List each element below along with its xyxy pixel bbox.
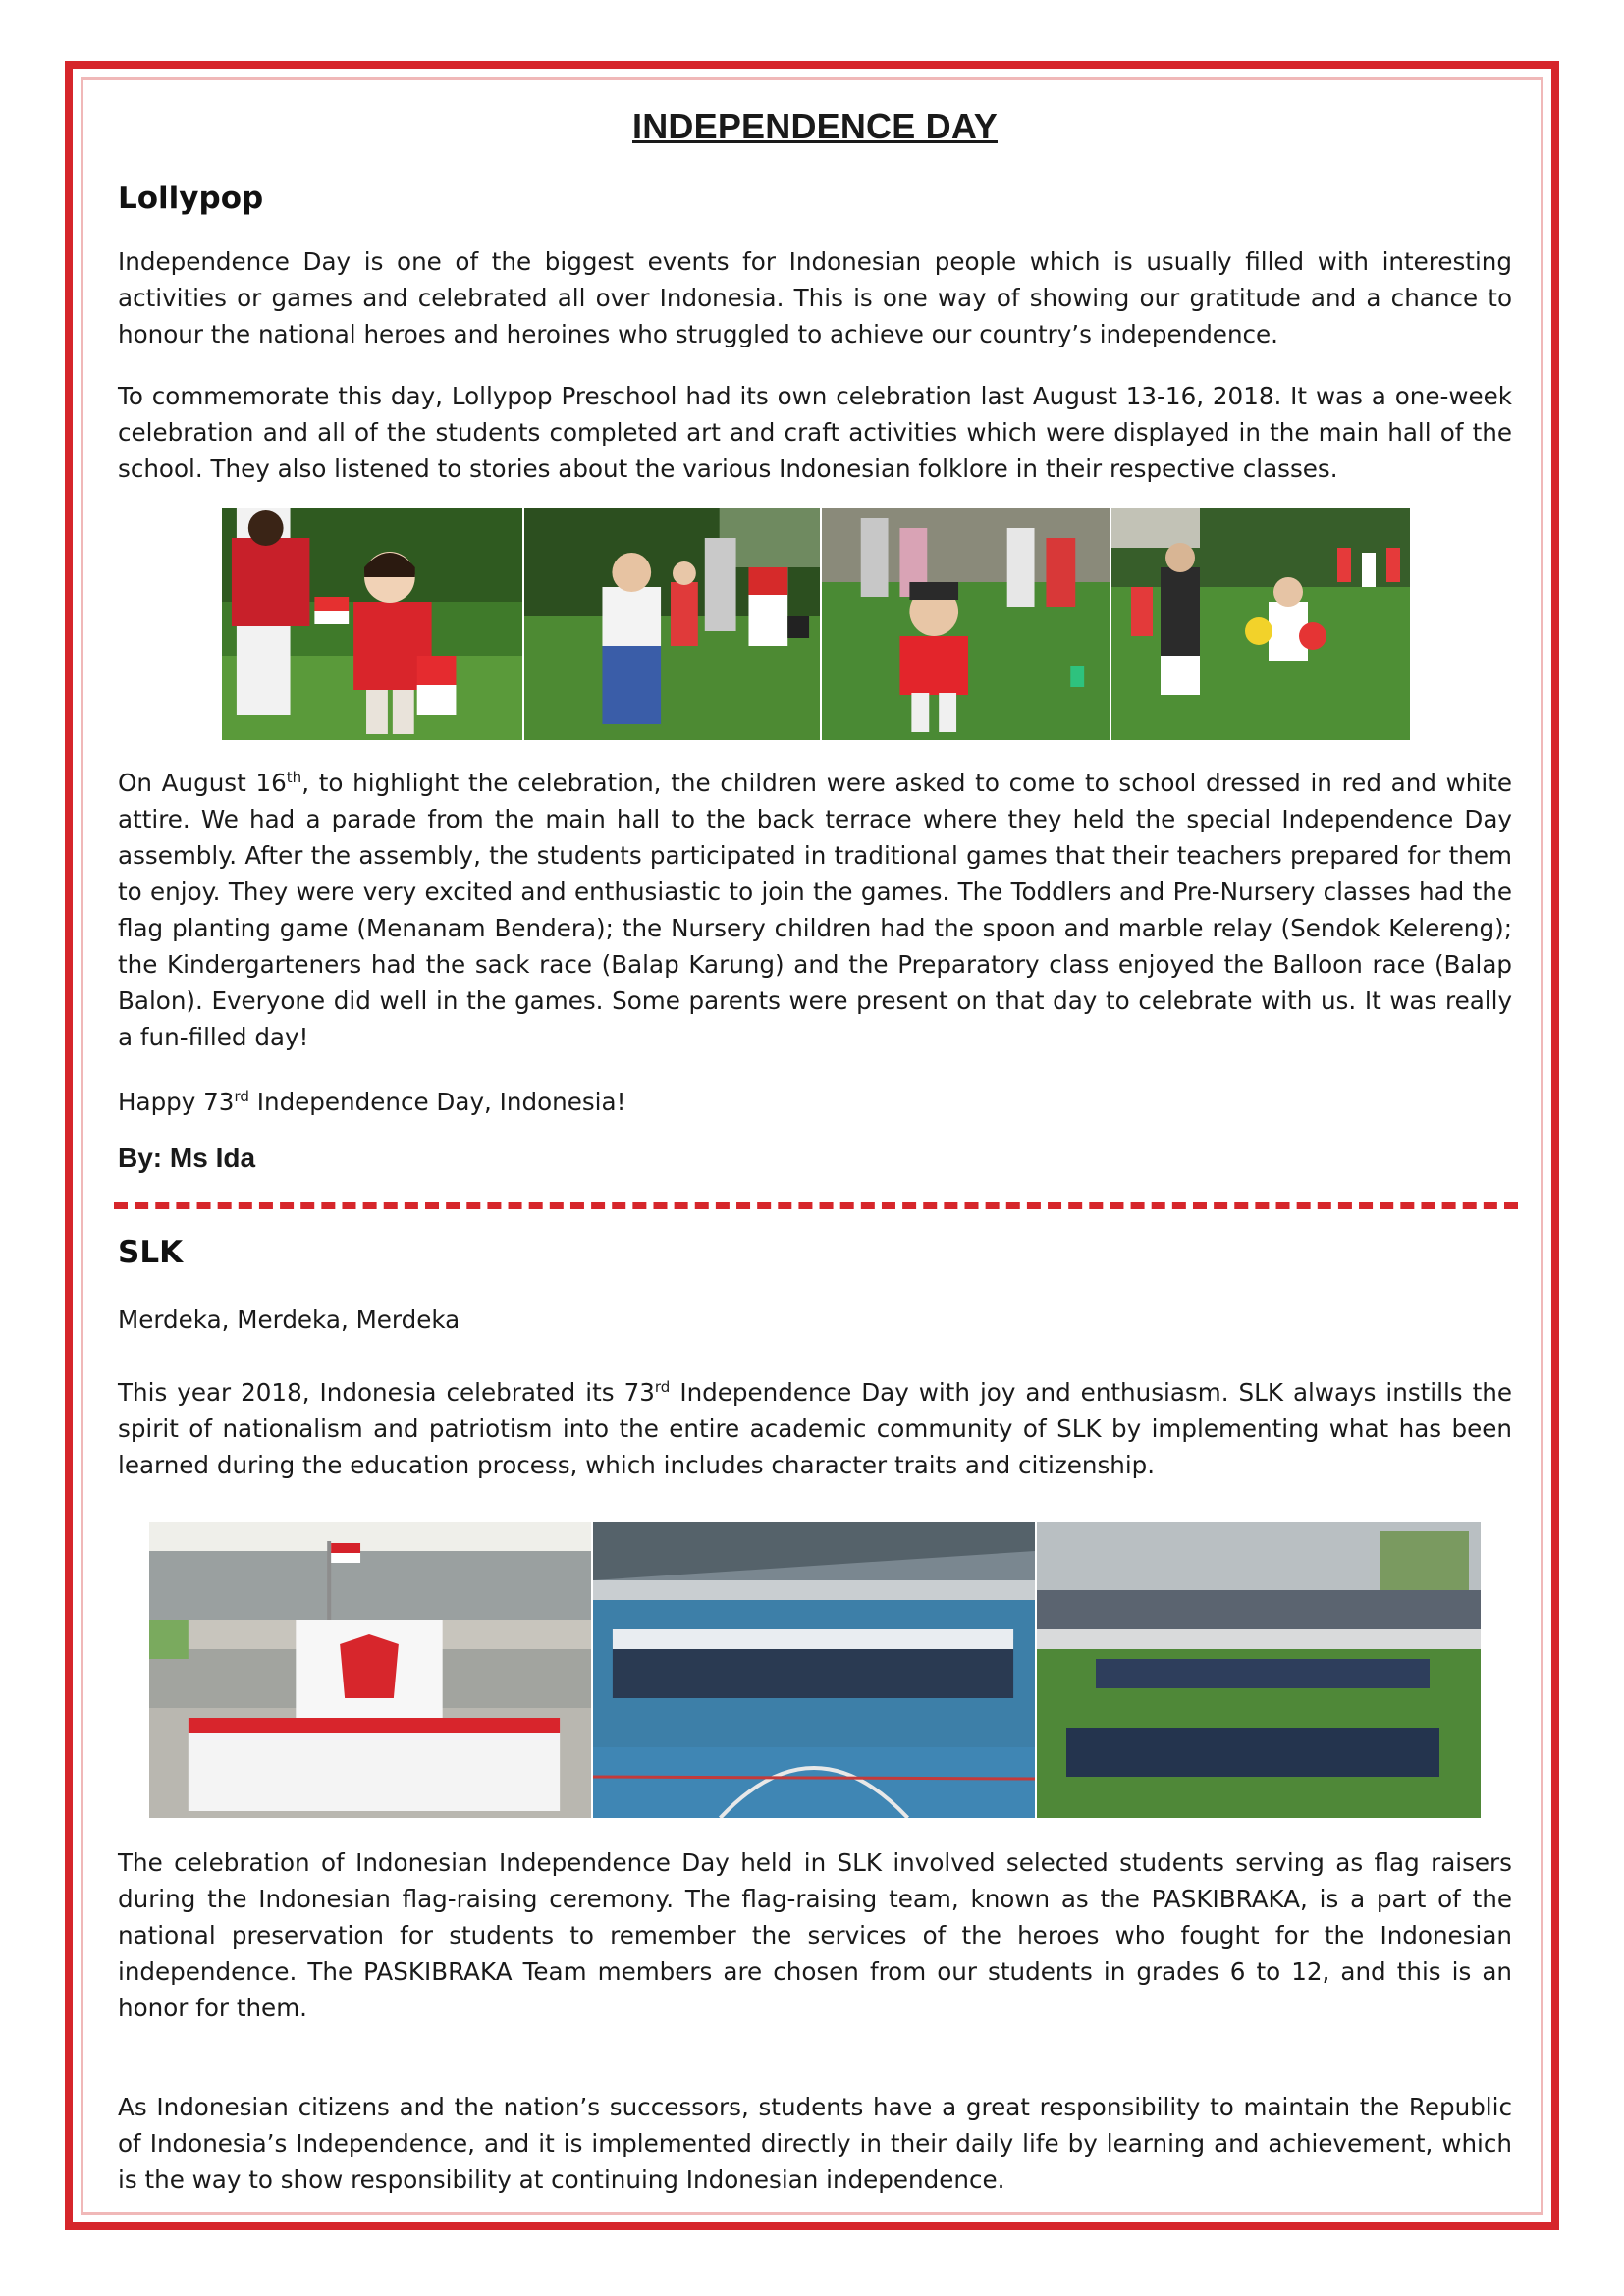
lollypop-paragraph-2: To commemorate this day, Lollypop Preschool had its own celebration last August 13-16, 2018. It was a one-week celebration and all of the students completed art and craft activities which were displayed in the main hall of the school. They also listened to stories about the various Indonesian folklore in their respective classes. [118,382,1512,483]
slk-paragraph-2 [118,1374,1512,1483]
lollypop-paragraph-1: Independence Day is one of the biggest events for Indonesian people which is usually filled with interesting activities or games and celebrated all over Indonesia. This is one way of showing our gratitude and a chance to honour the national heroes and heroines who struggled to achieve our country’s independence. [118,247,1512,348]
section-heading-slk: SLK [118,1235,184,1270]
lollypop-photo-strip [222,508,1410,740]
slk-paragraph-1: Merdeka, Merdeka, Merdeka [118,1306,460,1334]
lollypop-paragraph-4 [118,1084,1512,1120]
p3-sup: th [286,768,302,786]
slk-paragraph-4: As Indonesian citizens and the nation’s successors, students have a great responsibility to maintain the Republic of Indonesia’s Independence, and it is implemented directly in their daily life by learning and achievement, which is the way to show responsibility at continuing Indonesian independence. [118,2093,1512,2194]
photo-students-court [593,1522,1037,1818]
photo-child-with-flag [222,508,524,740]
slk-p2-start: This year 2018, Indonesia celebrated its 73 [118,1378,655,1407]
slk-photo-strip [149,1522,1481,1818]
photo-ceremony-field [1037,1522,1481,1818]
p3-rest: , to highlight the celebration, the children were asked to come to school dressed in red and white attire. We had a parade from the main hall to the back terrace where they held the special Independence Day assembly. After the assembly, the students participated in traditional games that their teachers prepared for them to enjoy. They were very excited and enthusiastic to join the games. The Toddlers and Pre-Nursery classes had the flag planting game (Menanam Bendera); the Nursery children had the spoon and marble relay (Sendok Kelereng); the Kindergarteners had the sack race (Balap Karung) and the Preparatory class enjoyed the Balloon race (Balap Balon). Everyone did well in the games. Some parents were present on that day to celebrate with us. It was really a fun-filled day! [118,769,1512,1051]
p4-sup: rd [234,1087,249,1105]
lollypop-paragraph-3 [118,765,1512,1055]
slk-p2-rest: Independence Day with joy and enthusiasm. SLK always instills the spirit of nationalism and patriotism into the entire academic community of SLK by implementing what has been learned during the education process, which includes character traits and citizenship. [118,1378,1512,1479]
p3-start: On August 16 [118,769,287,797]
p4-rest: Independence Day, Indonesia! [248,1088,626,1116]
page-title: INDEPENDENCE DAY [632,106,998,146]
photo-boy-running [822,508,1111,740]
photo-sack-race [524,508,822,740]
byline: By: Ms Ida [118,1143,256,1173]
slk-paragraph-3: The celebration of Indonesian Independence Day held in SLK involved selected students serving as flag raisers during the Indonesian flag-raising ceremony. The flag-raising team, known as the PASKIBRAKA, is a part of the national preservation for students to remember the services of the heroes who fought for the Indonesian independence. The PASKIBRAKA Team members are chosen from our students in grades 6 to 12, and this is an honor for them. [118,1848,1512,2022]
photo-balloon-race [1111,508,1410,740]
slk-p2-sup: rd [654,1377,671,1396]
section-divider [114,1202,1518,1209]
section-heading-lollypop: Lollypop [118,181,264,216]
photo-paskibraka-team [149,1522,593,1818]
p4-start: Happy 73 [118,1088,235,1116]
